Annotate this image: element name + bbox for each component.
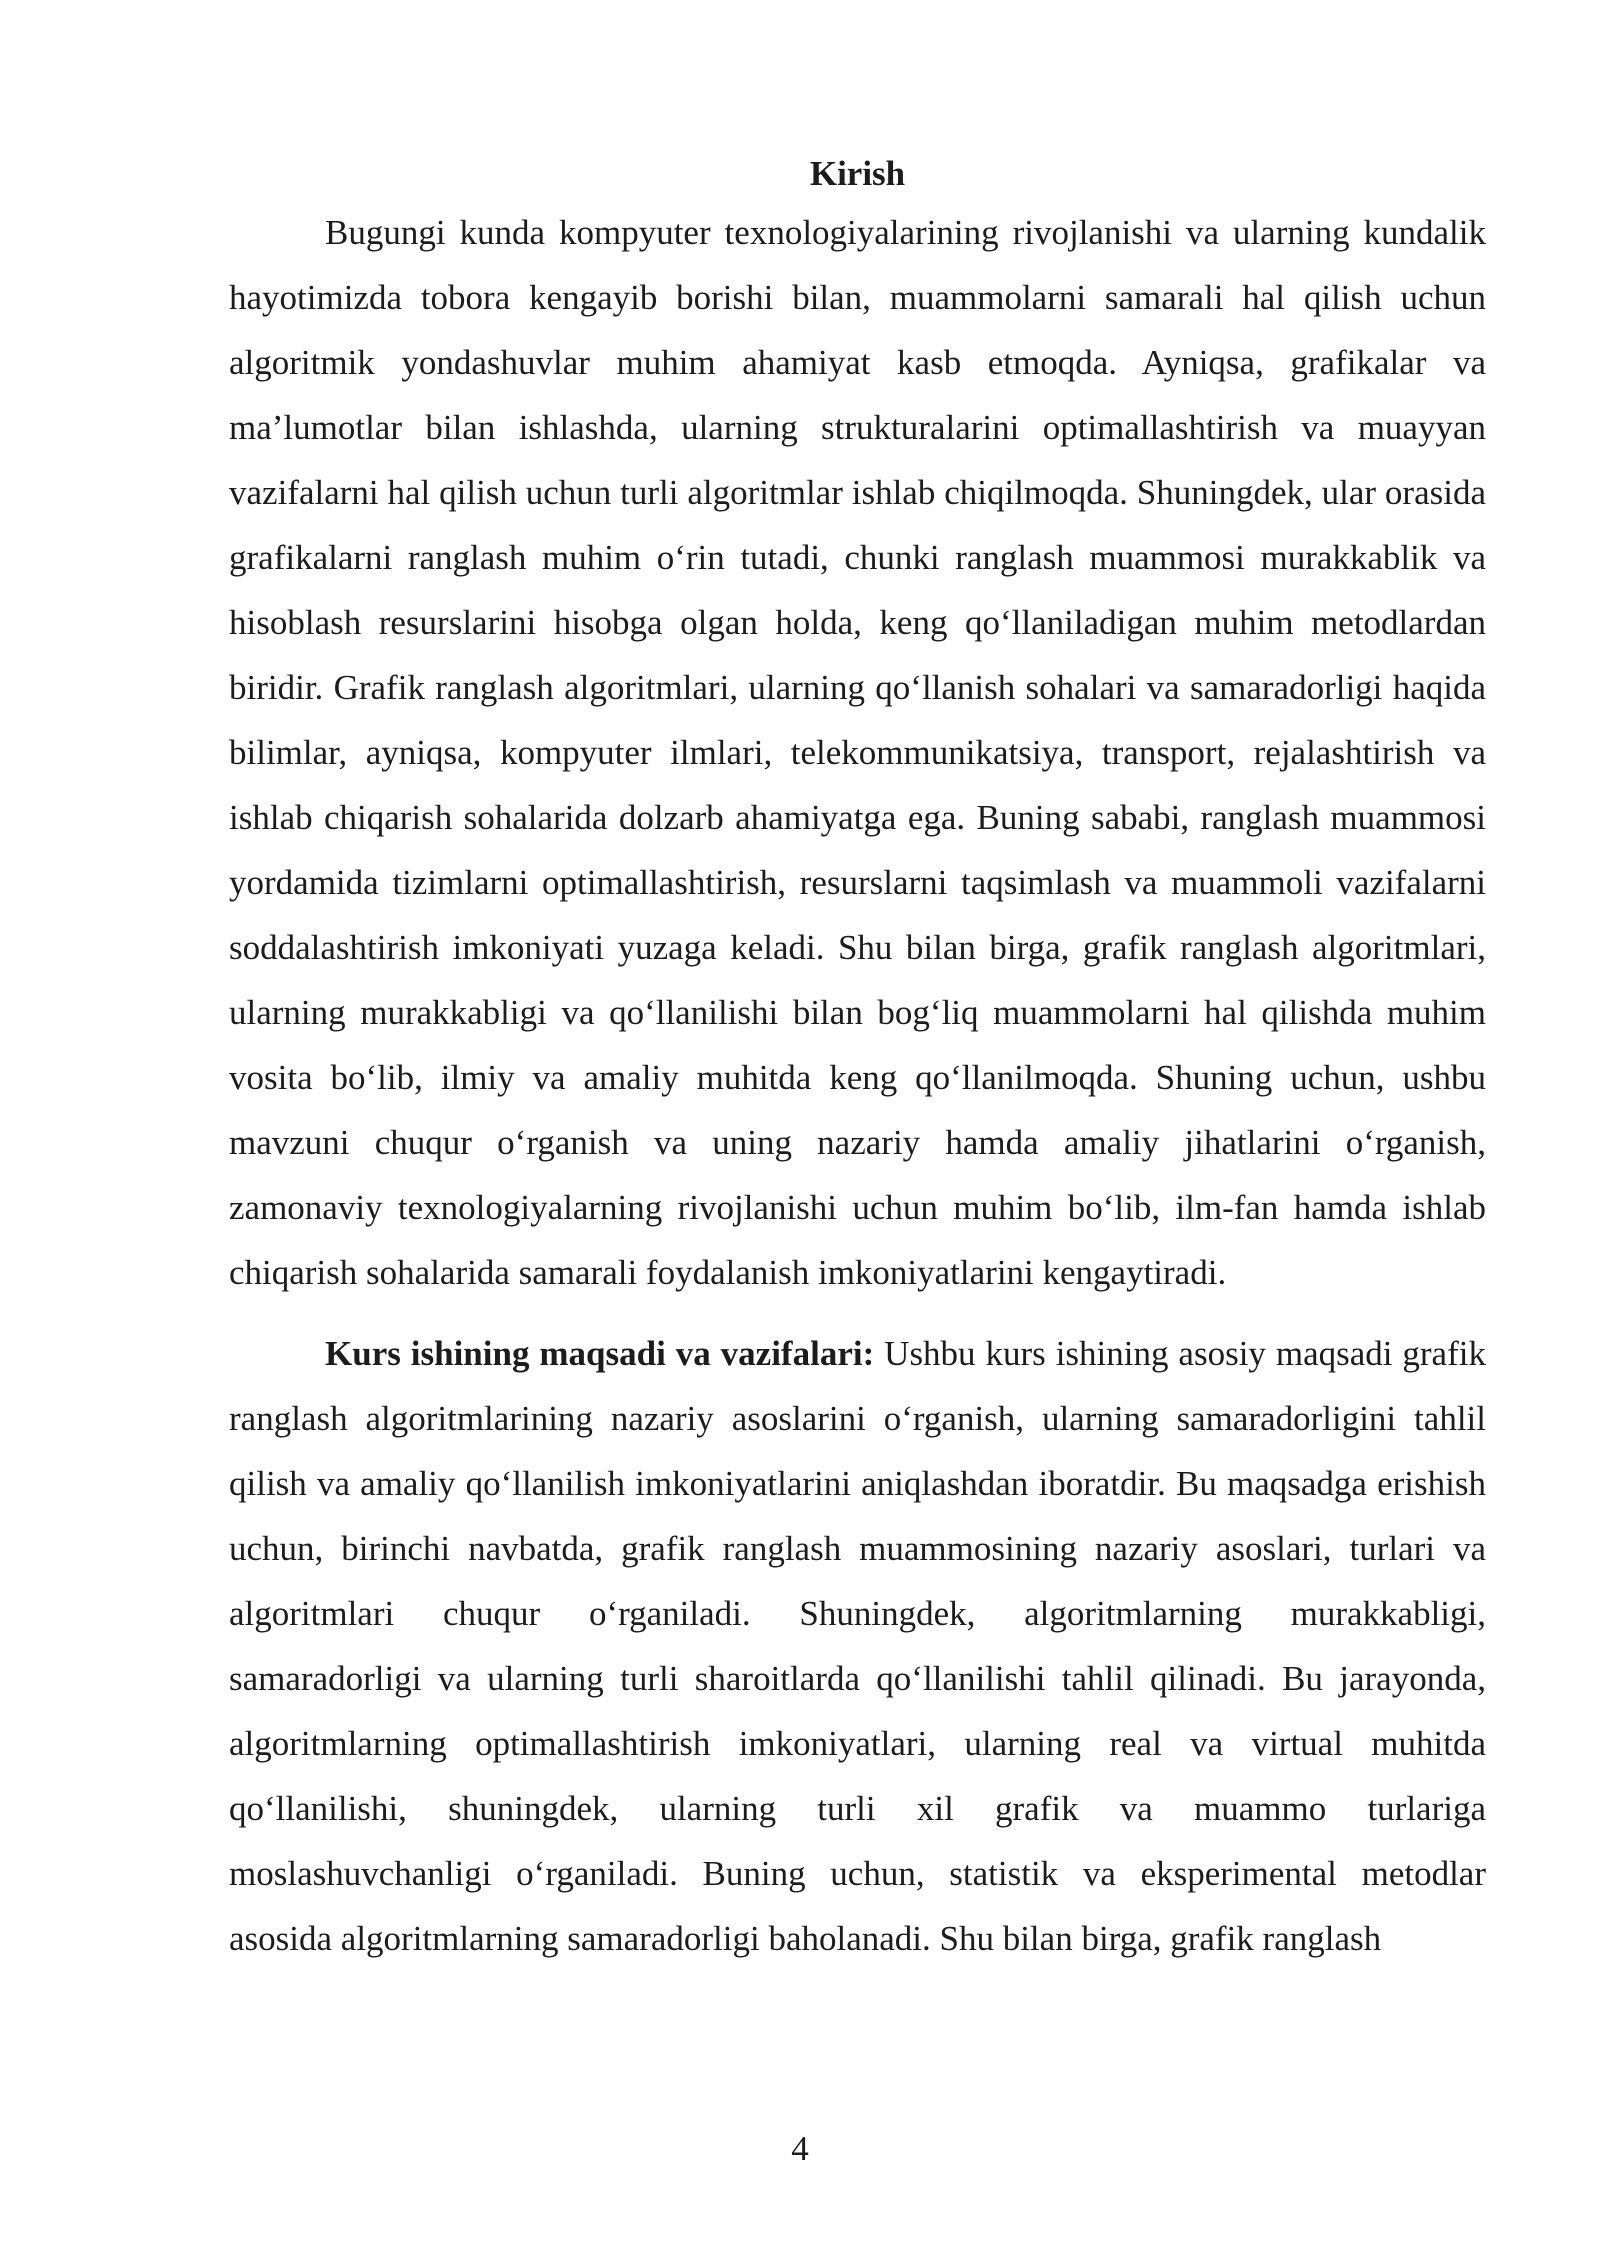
body-paragraph-goals <box>229 1321 1486 1971</box>
paragraph-text: Ushbu kurs ishining asosiy maqsadi grafik ranglash algoritmlarining nazariy asoslarini o‘rganish, ularning samaradorligini tahlil qilish va amaliy qo‘llanilish imkoniyatlarini aniqlashdan iboratdir. Bu maqsadga erishish uchun, birinchi navbatda, grafik ranglash muammosining nazariy asoslari, turlari va algoritmlari chuqur o‘rganiladi. Shuningdek, algoritmlarning murakkabligi, samaradorligi va ularning turli sharoitlarda qo‘llanilishi tahlil qilinadi. Bu jarayonda, algoritmlarning optimallashtirish imkoniyatlari, ularning real va virtual muhitda qo‘llanilishi, shuningdek, ularning turli xil grafik va muammo turlariga moslashuvchanligi o‘rganiladi. Buning uchun, statistik va eksperimental metodlar asosida algoritmlarning samaradorligi baholanadi. Shu bilan birga, grafik ranglash <box>229 1334 1486 1958</box>
page-content <box>229 148 1486 1971</box>
section-heading: Kirish <box>809 154 906 193</box>
page-number: 4 <box>791 2129 809 2168</box>
body-paragraph-intro <box>229 200 1486 1305</box>
paragraph-text: Bugungi kunda kompyuter texnologiyalarining rivojlanishi va ularning kundalik hayotimizda tobora kengayib borishi bilan, muammolarni samarali hal qilish uchun algoritmik yondashuvlar muhim ahamiyat kasb etmoqda. Ayniqsa, grafikalar va ma’lumotlar bilan ishlashda, ularning strukturalarini optimallashtirish va muayyan vazifalarni hal qilish uchun turli algoritmlar ishlab chiqilmoqda. Shuningdek, ular orasida grafikalarni ranglash muhim o‘rin tutadi, chunki ranglash muammosi murakkablik va hisoblash resurslarini hisobga olgan holda, keng qo‘llaniladigan muhim metodlardan biridir. Grafik ranglash algoritmlari, ularning qo‘llanish sohalari va samaradorligi haqida bilimlar, ayniqsa, kompyuter ilmlari, telekommunikatsiya, transport, rejalashtirish va ishlab chiqarish sohalarida dolzarb ahamiyatga ega. Buning sababi, ranglash muammosi yordamida tizimlarni optimallashtirish, resurslarni taqsimlash va muammoli vazifalarni soddalashtirish imkoniyati yuzaga keladi. Shu bilan birga, grafik ranglash algoritmlari, ularning murakkabligi va qo‘llanilishi bilan bog‘liq muammolarni hal qilishda muhim vosita bo‘lib, ilmiy va amaliy muhitda keng qo‘llanilmoqda. Shuning uchun, ushbu mavzuni chuqur o‘rganish va uning nazariy hamda amaliy jihatlarini o‘rganish, zamonaviy texnologiyalarning rivojlanishi uchun muhim bo‘lib, ilm-fan hamda ishlab chiqarish sohalarida samarali foydalanish imkoniyatlarini kengaytiradi. <box>229 213 1486 1292</box>
paragraph-lead: Kurs ishining maqsadi va vazifalari: <box>325 1334 875 1373</box>
